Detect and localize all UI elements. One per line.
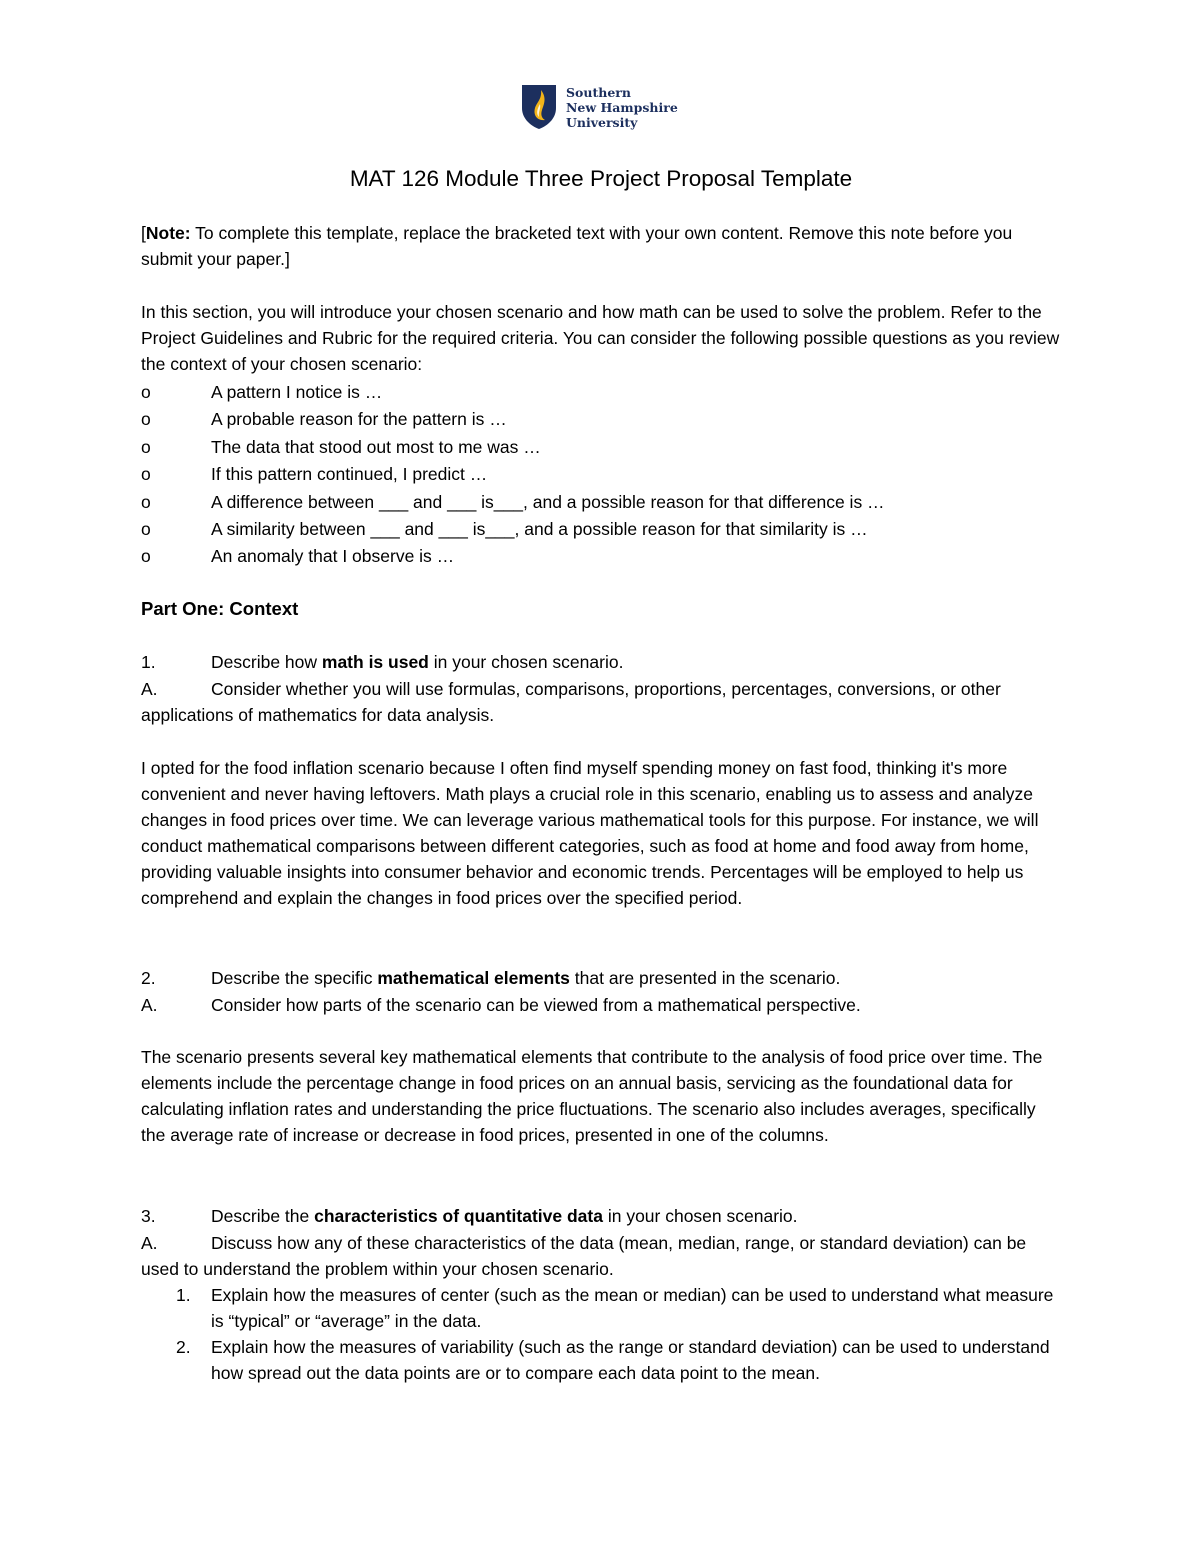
question-a bbox=[141, 992, 1061, 1018]
list-item bbox=[141, 406, 1061, 433]
question-text: Describe the characteristics of quantitative data in your chosen scenario. bbox=[211, 1206, 798, 1226]
logo-line-1: Southern bbox=[566, 85, 631, 100]
bullet-text: The data that stood out most to me was … bbox=[211, 436, 541, 457]
sub-item-number: 1. bbox=[176, 1285, 191, 1305]
list-item bbox=[141, 516, 1061, 543]
question-a bbox=[141, 1230, 1061, 1282]
answer-2-paragraph: The scenario presents several key mathematical elements that contribute to the analysis of food price over time. The elements include the percentage change in food prices on an annual basis, servicing as the foundational data for calculating inflation rates and understanding the price fluctuations. The scenario also includes averages, specifically the average rate of increase or decrease in food prices, presented in one of the columns. bbox=[141, 1047, 1043, 1145]
shield-flame-icon bbox=[521, 84, 557, 130]
question-number: 1. bbox=[141, 652, 156, 672]
bullet-marker: o bbox=[141, 518, 151, 539]
list-item bbox=[141, 461, 1061, 488]
bullet-marker: o bbox=[141, 546, 151, 567]
bullet-marker: o bbox=[141, 464, 151, 485]
question-a-text: Consider how parts of the scenario can be viewed from a mathematical perspective. bbox=[211, 995, 861, 1015]
sub-item-text: Explain how the measures of variability (such as the range or standard deviation) can be used to understand how spread out the data points are or to compare each data point to the mean. bbox=[211, 1337, 1050, 1383]
bullet-marker: o bbox=[141, 491, 151, 512]
logo-wordmark bbox=[566, 85, 678, 130]
sub-item bbox=[141, 1282, 1061, 1334]
intro-paragraph: In this section, you will introduce your chosen scenario and how math can be used to solve the problem. Refer to the Project Guidelines and Rubric for the required criteria. You can consider the following possible questions as you review the context of your chosen scenario: bbox=[141, 302, 1060, 374]
template-note bbox=[141, 220, 1061, 272]
sub-item-number: 2. bbox=[176, 1337, 191, 1357]
note-bracket: [ bbox=[141, 223, 146, 243]
logo-line-3: University bbox=[566, 115, 638, 130]
question-2 bbox=[141, 965, 1061, 1018]
list-item bbox=[141, 489, 1061, 516]
note-text: To complete this template, replace the bracketed text with your own content. Remove this note before you submit your paper.] bbox=[141, 223, 1013, 269]
question-1 bbox=[141, 649, 1061, 728]
list-item bbox=[141, 379, 1061, 406]
bullet-text: If this pattern continued, I predict … bbox=[211, 464, 488, 485]
question-a-text: Discuss how any of these characteristics of the data (mean, median, range, or standard deviation) can be used to understand the problem within your chosen scenario. bbox=[141, 1233, 1027, 1279]
question-list bbox=[141, 379, 1061, 571]
question-a-label: A. bbox=[141, 679, 158, 699]
bullet-marker: o bbox=[141, 409, 151, 430]
bullet-text: A difference between ___ and ___ is___, and a possible reason for that difference is … bbox=[211, 491, 885, 512]
bullet-marker: o bbox=[141, 382, 151, 402]
bullet-text: An anomaly that I observe is … bbox=[211, 546, 455, 567]
sub-item-text: Explain how the measures of center (such as the mean or median) can be used to understand what measure is “typical” or “average” in the data. bbox=[211, 1285, 1054, 1331]
part-heading: Part One: Context bbox=[141, 598, 299, 619]
question-number: 2. bbox=[141, 968, 156, 988]
question-text: Describe the specific mathematical elements that are presented in the scenario. bbox=[211, 968, 841, 988]
question-a-label: A. bbox=[141, 1233, 158, 1253]
list-item bbox=[141, 543, 1061, 570]
list-item bbox=[141, 434, 1061, 461]
note-label: Note: bbox=[145, 223, 191, 243]
question-a bbox=[141, 676, 1061, 728]
bullet-text: A pattern I notice is … bbox=[211, 382, 383, 402]
question-number: 3. bbox=[141, 1206, 156, 1226]
bullet-text: A similarity between ___ and ___ is___, and a possible reason for that similarity is … bbox=[211, 518, 868, 539]
question-text: Describe how math is used in your chosen scenario. bbox=[211, 652, 624, 672]
logo-line-2: New Hampshire bbox=[566, 100, 678, 115]
document-title: MAT 126 Module Three Project Proposal Template bbox=[349, 166, 853, 191]
question-a-text: Consider whether you will use formulas, comparisons, proportions, percentages, conversions, or other applications of mathematics for data analysis. bbox=[141, 679, 1001, 725]
question-a-label: A. bbox=[141, 995, 158, 1015]
answer-1-paragraph: I opted for the food inflation scenario because I often find myself spending money on fast food, thinking it's more convenient and never having leftovers. Math plays a crucial role in this scenario, enabling us to assess and analyze changes in food prices over time. We can leverage various mathematical tools for this purpose. For instance, we will conduct mathematical comparisons between different categories, such as food at home and food away from home, providing valuable insights into consumer behavior and economic trends. Percentages will be employed to help us comprehend and explain the changes in food prices over the specified period. bbox=[141, 758, 1039, 908]
sub-item bbox=[141, 1334, 1061, 1386]
question-3 bbox=[141, 1203, 1061, 1386]
bullet-marker: o bbox=[141, 436, 151, 457]
bullet-text: A probable reason for the pattern is … bbox=[211, 409, 507, 430]
university-logo bbox=[521, 84, 691, 134]
